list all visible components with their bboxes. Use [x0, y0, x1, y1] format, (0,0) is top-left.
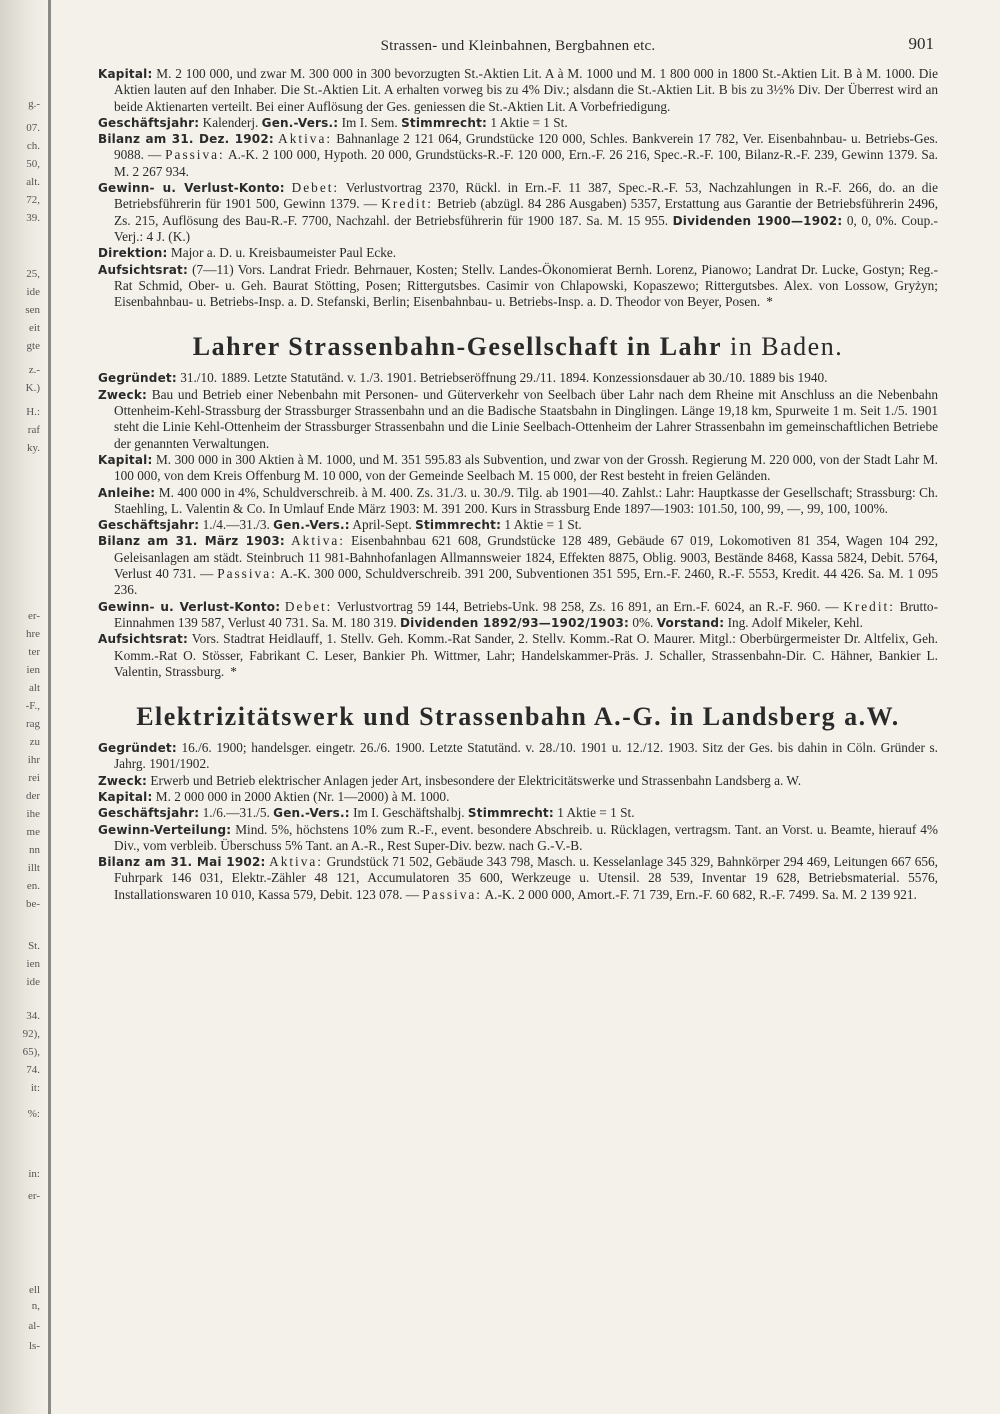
- debet-label: Debet:: [291, 180, 340, 196]
- s2-gewinn: [98, 599, 938, 632]
- text: 1 Aktie = 1 St.: [557, 805, 635, 821]
- margin-fragment: H.:: [26, 406, 40, 418]
- margin-fragment: 50,: [26, 158, 40, 170]
- label: Dividenden 1892/93—1902/1903:: [400, 615, 629, 630]
- margin-fragment: ch.: [26, 140, 40, 152]
- label: Stimmrecht:: [415, 518, 502, 533]
- s1-bilanz: [98, 131, 938, 180]
- s3-zweck: [98, 773, 938, 789]
- margin-fragment: ihr: [27, 754, 40, 766]
- text: M. 2 100 000, und zwar M. 300 000 in 300 bevorzugten St.-Aktien Lit. A à M. 1000 und M. 1 800 000 in 1800 St.-Aktien Lit. B à M. 1000. Die Aktien lauten auf den Inhaber. Die St.-Aktien Lit. A erhalten vorweg bis zu 4% Div.; alsdann die St.-Aktien Lit. B bis zu 3½% Div. Der Überrest wird an beide Aktienarten verteilt. Bei einer Auflösung der Ges. geniessen die St.-Aktien Lit. A Vorbefriedigung.: [114, 66, 939, 114]
- text: Kalenderj.: [202, 114, 259, 130]
- text: M. 400 000 in 4%, Schuldverschreib. à M. 400. Zs. 31./3. u. 30./9. Tilg. ab 1901—40. Zahlst.: Lahr: Hauptkasse der Gesellschaft; Strassburg: Ch. Staehling, L. Valentin & Co. In Umlauf Ende März 1903: M. 391 200. Kurs in Strassburg Ende 1897—1903: 101.50, 100, 99, —, 99, 100, 100%.: [114, 484, 939, 516]
- s1-direktion: [98, 245, 938, 261]
- s3-gewinnverteilung: [98, 822, 938, 855]
- label: Gegründet:: [98, 741, 177, 756]
- title-main: Lahrer Strassenbahn-Gesellschaft in Lahr: [192, 332, 723, 362]
- margin-fragment: 65),: [22, 1046, 40, 1058]
- s1-aufsichtsrat: [98, 262, 938, 311]
- label: Zweck:: [98, 773, 148, 788]
- text: (7—11) Vors. Landrat Friedr. Behrnauer, Kosten; Stellv. Landes-Ökonomierat Bernh. Lorenz, Pianowo; Landrat Dr. Lucke, Gostyn; Reg.-Rat Schmid, Ober- u. Geh. Baurat Stötting, Posen; Rittergutsbes. Casimir von Chlapowski, Kopaszewo; Rittergutsbes. Alex. von Lossow, Gryżyn; Eisenbahnbau- u. Betriebs-Insp. a. D. Stefanski, Berlin; Eisenbahnbau- u. Betriebs-Insp. a. D. Theodor von Beyer, Posen.: [114, 261, 938, 310]
- margin-fragment: 25,: [26, 268, 40, 280]
- margin-fragment: be-: [25, 898, 40, 910]
- label: Anleihe:: [98, 485, 156, 500]
- margin-fragment: er-: [28, 1190, 40, 1202]
- margin-fragment: me: [26, 826, 40, 838]
- section-3: [98, 740, 938, 903]
- text: Bahnanlage 2 121 064, Grundstücke 120 000, Schles. Bankverein 17 782, Ver. Eisenbahnbau- u. Betriebs-Ges. 9088. —: [114, 131, 938, 163]
- margin-fragment: alt.: [26, 176, 40, 188]
- margin-fragment: hre: [25, 628, 40, 640]
- label: Bilanz am 31. Mai 1902:: [98, 855, 266, 870]
- text: 16./6. 1900; handelsger. eingetr. 26./6. 1900. Letzte Statutänd. v. 28./10. 1901 u. 12./12. 1903. Sitz der Ges. bis dahin in Cöln. Gründer s. Jahrg. 1901/1902.: [114, 740, 939, 772]
- margin-fragment: 07.: [26, 122, 40, 134]
- company-title-landsberg: [98, 702, 938, 732]
- s1-geschaeftsjahr: [98, 115, 938, 131]
- label: Kapital:: [98, 452, 153, 467]
- text: Im I. Sem.: [341, 114, 398, 130]
- margin-fragment: er-: [28, 610, 40, 622]
- asterisk: *: [766, 294, 773, 310]
- label: Bilanz am 31. Dez. 1902:: [98, 132, 274, 147]
- label: Kapital:: [98, 789, 153, 804]
- label: Vorstand:: [656, 615, 725, 630]
- text: Verlustvortrag 2370, Rückl. in Ern.-F. 11 387, Spec.-R.-F. 53, Nachzahlungen in R.-F. 266, do. an die Betriebsführerin für 1901 500, Gewinn 1379. —: [114, 180, 939, 212]
- margin-fragment: 34.: [26, 1010, 40, 1022]
- label: Gewinn-Verteilung:: [98, 822, 232, 837]
- s1-kapital: [98, 66, 938, 115]
- header-title: Strassen- und Kleinbahnen, Bergbahnen etc.: [380, 38, 656, 54]
- aktiva-label: Aktiva:: [278, 131, 333, 147]
- label: Direktion:: [98, 246, 168, 261]
- company-title-lahr: [98, 332, 938, 362]
- text: 0, 0, 0%. Coup.-Verj.: 4 J. (K.): [114, 212, 938, 244]
- text: Verlustvortrag 59 144, Betriebs-Unk. 98 258, Zs. 16 891, an Ern.-F. 6024, an R.-F. 960. —: [336, 598, 839, 614]
- text: M. 300 000 in 300 Aktien à M. 1000, und M. 351 595.83 als Subvention, und zwar von der Grossh. Regierung M. 220 000, von der Stadt Lahr M. 100 000, von dem Kreis Offenburg M. 10 000, von der Gemeinde Seelbach M. 15 000, der Rest besteht in freien Geländen.: [114, 451, 939, 484]
- margin-fragment: ide: [26, 286, 40, 298]
- asterisk: *: [230, 663, 237, 679]
- margin-fragment: ide: [26, 976, 40, 988]
- running-header: [98, 36, 938, 58]
- margin-fragment: alt: [29, 682, 40, 694]
- label: Bilanz am 31. März 1903:: [98, 534, 285, 549]
- label: Aufsichtsrat:: [98, 632, 188, 647]
- margin-fragment: 92),: [22, 1028, 40, 1040]
- text: Major a. D. u. Kreisbaumeister Paul Ecke.: [170, 245, 397, 261]
- label: Gewinn- u. Verlust-Konto:: [98, 181, 285, 196]
- label: Gegründet:: [98, 371, 177, 386]
- passiva-label: Passiva:: [217, 566, 277, 582]
- margin-fragment: ls-: [29, 1340, 40, 1352]
- page-number: 901: [908, 34, 934, 53]
- s3-kapital: [98, 789, 938, 805]
- margin-fragment: en.: [26, 880, 40, 892]
- margin-fragment: al-: [28, 1320, 40, 1332]
- title-main: Elektrizitätswerk und Strassenbahn A.-G. in Landsberg a.W.: [136, 702, 900, 732]
- text: Betrieb (abzügl. 84 286 Ausgaben) 5357, Erstattung aus Garantie der Betriebsführerin 2496, Zs. 215, Auflösung des Bau-R.-F. 7700, Nachzahl. der Betriebsführerin für 1900 187. Sa. M. 15 955.: [114, 196, 939, 228]
- label: Gewinn- u. Verlust-Konto:: [98, 599, 281, 614]
- title-suffix: in Baden.: [730, 332, 844, 362]
- aktiva-label: Aktiva:: [269, 854, 323, 870]
- margin-fragment: gte: [26, 340, 40, 352]
- margin-fragment: K.): [25, 382, 40, 394]
- aktiva-label: Aktiva:: [291, 533, 345, 549]
- s3-gegruendet: [98, 740, 938, 773]
- kredit-label: Kredit:: [381, 196, 433, 212]
- text: 1./4.—31./3.: [202, 517, 270, 533]
- s2-anleihe: [98, 485, 938, 518]
- text: 1./6.—31./5.: [202, 805, 270, 821]
- margin-fragment: g.-: [28, 98, 40, 110]
- margin-fragment: in:: [28, 1168, 40, 1180]
- margin-fragment: rei: [28, 772, 40, 784]
- text: Ing. Adolf Mikeler, Kehl.: [727, 614, 863, 630]
- margin-fragment: 74.: [26, 1064, 40, 1076]
- margin-fragment: -F.,: [25, 700, 40, 712]
- s3-geschaeftsjahr: [98, 805, 938, 821]
- margin-fragment: ihe: [26, 808, 40, 820]
- margin-fragment: illt: [27, 862, 40, 874]
- margin-fragment: raf: [27, 424, 40, 436]
- debet-label: Debet:: [284, 598, 333, 614]
- label: Gen.-Vers.:: [273, 518, 350, 533]
- label: Aufsichtsrat:: [98, 262, 188, 277]
- text: Erwerb und Betrieb elektrischer Anlagen jeder Art, insbesondere der Elektricitätswerke und Strassenbahn Landsberg a. W.: [150, 772, 802, 788]
- label: Kapital:: [98, 67, 153, 81]
- label: Dividenden 1900—1902:: [672, 213, 843, 228]
- margin-fragment: St.: [28, 940, 40, 952]
- passiva-label: Passiva:: [422, 886, 482, 902]
- section-2: [98, 370, 938, 680]
- text: A.-K. 2 000 000, Amort.-F. 71 739, Ern.-F. 60 682, R.-F. 7499. Sa. M. 2 139 921.: [484, 886, 917, 902]
- margin-fragment: ter: [28, 646, 40, 658]
- text: Eisenbahnbau 621 608, Grundstücke 128 489, Gebäude 67 019, Lokomotiven 81 354, Wagen 104 292, Geleisanlagen am städt. Steinbruch 11 981-Bahnhofanlagen Allmannsweier 1824, Effekten 8875, Oblig. 9003, Bestände 8468, Kassa 5824, Debit. 5764, Verlust 40 731. —: [114, 533, 939, 582]
- s1-gewinn: [98, 180, 938, 245]
- label: Geschäftsjahr:: [98, 806, 200, 821]
- text: M. 2 000 000 in 2000 Aktien (Nr. 1—2000) à M. 1000.: [155, 788, 450, 804]
- text: Mind. 5%, höchstens 10% zum R.-F., event. besondere Abschreib. u. Rücklagen, vertragsm. Tant. an Vorst. u. Beamte, hierauf 4% Div., vom verbleib. Überschuss 5% Tant. an A.-R., Rest Super-Div. bezw. nach G.-V.-B.: [114, 821, 938, 853]
- margin-fragment: ien: [26, 958, 40, 970]
- s2-bilanz: [98, 533, 938, 598]
- kredit-label: Kredit:: [843, 598, 895, 614]
- text: 1 Aktie = 1 St.: [490, 114, 568, 130]
- text: April-Sept.: [352, 517, 412, 533]
- margin-fragment: eit: [29, 322, 40, 334]
- text: Im I. Geschäftshalbj.: [353, 805, 465, 821]
- margin-fragment: ien: [26, 664, 40, 676]
- s2-aufsichtsrat: [98, 631, 938, 680]
- text: 0%.: [632, 614, 654, 630]
- text: 31./10. 1889. Letzte Statutänd. v. 1./3. 1901. Betriebseröffnung 29./11. 1894. Konzessionsdauer ab 30./10. 1889 bis 1940.: [180, 370, 828, 386]
- label: Gen.-Vers.:: [261, 115, 339, 130]
- label: Gen.-Vers.:: [273, 806, 350, 821]
- text: Bau und Betrieb einer Nebenbahn mit Personen- und Güterverkehr von Seelbach über Lahr nach dem Rheine mit Anschluss an die Nebenbahn Ottenheim-Kehl-Strassburg der Strassburger Strassenbahn und an die Badische Staatsbahn in Dinglingen. Länge 19,18 km, Spurweite 1 m. Seit 1./5. 1901 steht die Linie Kehl-Ottenheim der Strassburger Strassenbahn und die Linie Seelbach-Ottenheim der Lahrer Strassenbahn im gemeinschaftlichen Betriebe der genannten Verwaltungen.: [114, 386, 938, 451]
- text: Grundstück 71 502, Gebäude 343 798, Masch. u. Kesselanlage 345 329, Bahnkörper 294 469, Leitungen 667 656, Fuhrpark 146 031, Elektr.-Zähler 48 121, Accumulatoren 35 600, Werkzeuge u. Utensil. 28 539, Inventar 19 628, Betriebsmaterial. 5576, Installationswaren 10 010, Kassa 579, Debit. 123 078. —: [114, 854, 938, 902]
- margin-fragment: n,: [31, 1300, 40, 1312]
- text: 1 Aktie = 1 St.: [504, 517, 582, 533]
- label: Stimmrecht:: [401, 115, 488, 130]
- s2-zweck: [98, 387, 938, 452]
- margin-fragment: 39.: [26, 212, 40, 224]
- margin-fragment: ky.: [26, 442, 40, 454]
- section-1: [98, 66, 938, 310]
- page: [98, 36, 938, 903]
- s3-bilanz: [98, 854, 938, 903]
- passiva-label: Passiva:: [165, 147, 225, 163]
- s2-geschaeftsjahr: [98, 517, 938, 533]
- label: Stimmrecht:: [467, 806, 554, 821]
- margin-fragment: %:: [27, 1108, 40, 1120]
- margin-fragment: der: [25, 790, 40, 802]
- margin-fragment: ell: [29, 1284, 40, 1296]
- margin-fragment: it:: [30, 1082, 40, 1094]
- s2-kapital: [98, 452, 938, 485]
- text: Vors. Stadtrat Heidlauff, 1. Stellv. Geh. Komm.-Rat Sander, 2. Stellv. Komm.-Rat O. Maurer. Mitgl.: Oberbürgermeister Dr. Altfelix, Geh. Komm.-Rat O. Stösser, Fabrikant C. Leser, Bankier Ph. Wittmer, Lahr; Handelskammer-Präs. J. Schaller, Strassenbahn-Dir. C. Hähner, Bankier L. Valentin, Strassburg.: [114, 631, 938, 679]
- margin-fragment: rag: [25, 718, 40, 730]
- label: Geschäftsjahr:: [98, 518, 200, 533]
- margin-fragment: nn: [29, 844, 40, 856]
- text: Brutto-Einnahmen 139 587, Verlust 40 731. Sa. M. 180 319.: [114, 598, 939, 630]
- s2-gegruendet: [98, 370, 938, 386]
- text: A.-K. 2 100 000, Hypoth. 20 000, Grundstücks-R.-F. 120 000, Ern.-F. 26 216, Spec.-R.-F. 100, Bilanz-R.-F. 239, Gewinn 1379. Sa. M. 2 267 934.: [114, 147, 939, 179]
- text: A.-K. 300 000, Schuldverschreib. 391 200, Subventionen 351 595, Ern.-F. 2460, R.-F. 5553, Kredit. 44 426. Sa. M. 1 095 236.: [114, 566, 938, 598]
- margin-fragment: sen: [25, 304, 40, 316]
- label: Geschäftsjahr:: [98, 115, 200, 130]
- margin-fragment: 72,: [26, 194, 40, 206]
- margin-fragment: zu: [29, 736, 40, 748]
- margin-fragment: z.-: [28, 364, 40, 376]
- label: Zweck:: [98, 387, 148, 402]
